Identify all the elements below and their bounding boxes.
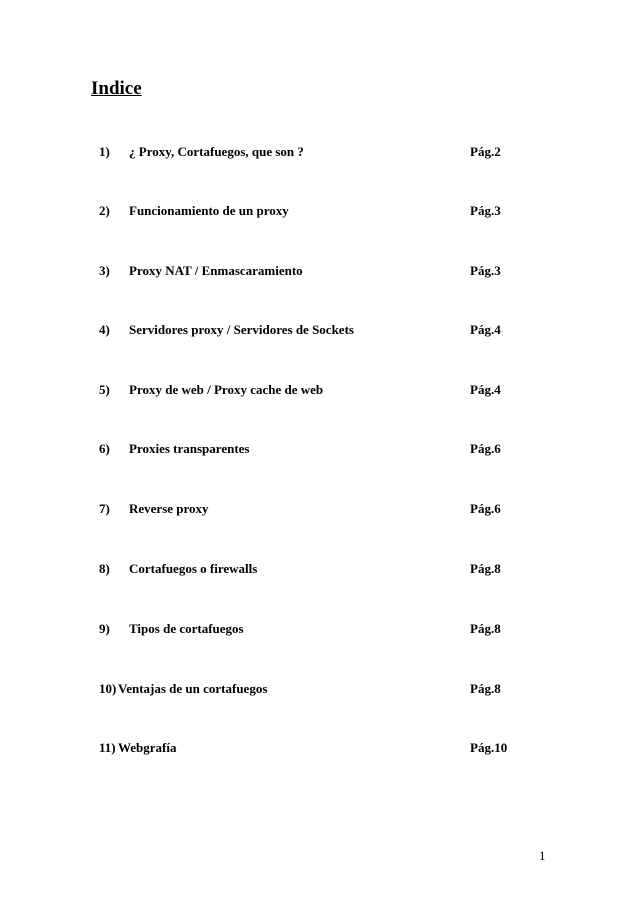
toc-entry[interactable] <box>99 561 519 579</box>
toc-entry-label: Ventajas de un cortafuegos <box>118 681 268 696</box>
toc-entry-label: ¿ Proxy, Cortafuegos, que son ? <box>129 144 304 159</box>
toc-entry-label: Proxy de web / Proxy cache de web <box>129 382 324 397</box>
toc-entry-page: Pág.8 <box>470 681 501 696</box>
toc-entry[interactable] <box>99 322 519 340</box>
toc-entry-page: Pág.2 <box>470 144 501 159</box>
toc-entry[interactable] <box>99 740 519 758</box>
toc-entry-page: Pág.3 <box>470 263 501 278</box>
toc-entry[interactable] <box>99 382 519 400</box>
toc-entry[interactable] <box>99 681 519 699</box>
toc-entry-number: 6) <box>99 441 110 456</box>
toc-entry-number: 3) <box>99 263 110 278</box>
toc-entry-page: Pág.8 <box>470 621 501 636</box>
toc-entry-label: Webgrafía <box>118 740 177 755</box>
toc-entry[interactable] <box>99 203 519 221</box>
toc-entry-number: 10) <box>99 681 117 696</box>
toc-entry-number: 9) <box>99 621 110 636</box>
toc-entry-label: Reverse proxy <box>129 501 209 516</box>
toc-entry-number: 7) <box>99 501 110 516</box>
toc-entry-page: Pág.4 <box>470 322 501 337</box>
toc-entry[interactable] <box>99 144 519 162</box>
toc-entry-page: Pág.8 <box>470 561 501 576</box>
toc-entry-number: 2) <box>99 203 110 218</box>
toc-entry-number: 8) <box>99 561 110 576</box>
toc-entry-page: Pág.3 <box>470 203 501 218</box>
page-title: Indice <box>91 78 142 99</box>
toc-entry[interactable] <box>99 501 519 519</box>
toc-entry-label: Servidores proxy / Servidores de Sockets <box>129 322 354 337</box>
toc-entry-number: 4) <box>99 322 110 337</box>
toc-entry[interactable] <box>99 441 519 459</box>
toc-entry-label: Cortafuegos o firewalls <box>129 561 258 576</box>
toc-entry-number: 1) <box>99 144 110 159</box>
toc-entry-page: Pág.6 <box>470 441 501 456</box>
toc-entry-label: Proxy NAT / Enmascaramiento <box>129 263 303 278</box>
toc-entry-page: Pág.4 <box>470 382 501 397</box>
toc-entry[interactable] <box>99 263 519 281</box>
toc-entry-number: 5) <box>99 382 110 397</box>
toc-entry-label: Funcionamiento de un proxy <box>129 203 289 218</box>
toc-entry-label: Proxies transparentes <box>129 441 250 456</box>
toc-entry-page: Pág.6 <box>470 501 501 516</box>
page-number: 1 <box>539 848 546 863</box>
toc-entry-label: Tipos de cortafuegos <box>129 621 244 636</box>
toc-entry-page: Pág.10 <box>470 740 508 755</box>
toc-entry[interactable] <box>99 621 519 639</box>
toc-entry-number: 11) <box>99 740 116 755</box>
